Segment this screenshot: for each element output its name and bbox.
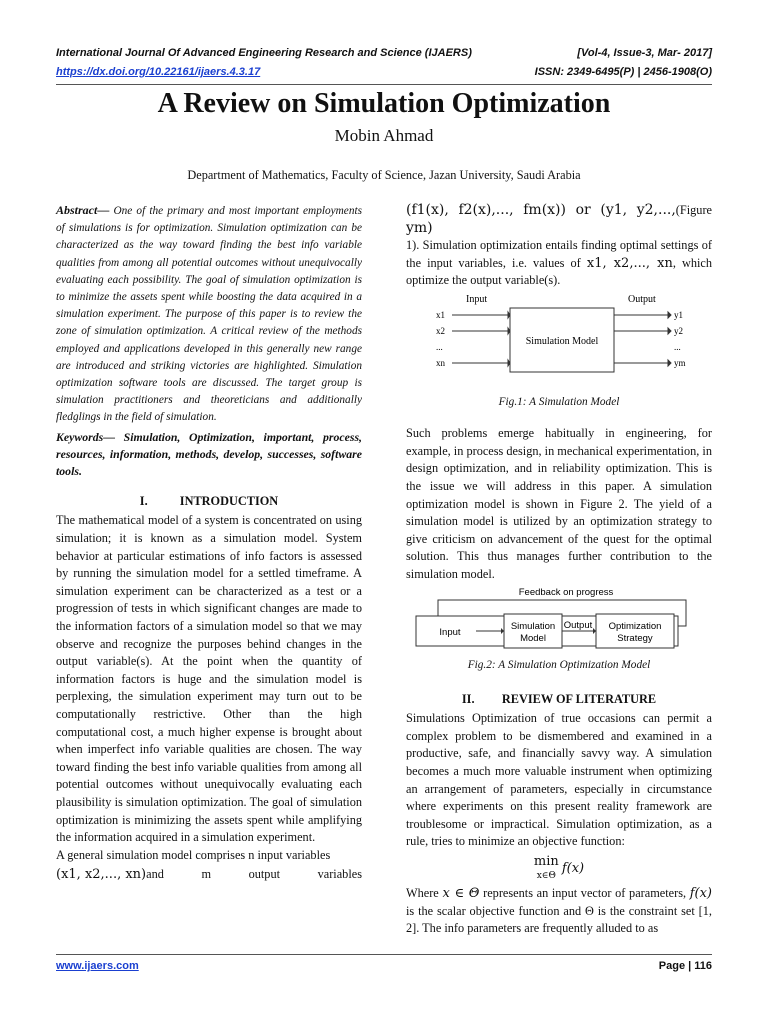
review-paragraph: Simulations Optimization of true occasions can permit a complex problem to be dismembered and examined in a productive, safe, and financially savvy way. A simulation becomes a much more valuable instrument when optimizing an arrangement of parameters, especially in circumstance where experiments on this present reality framework are troublesome or impractical. Simulation optimization, as a rule, tries to minimize an objective function:: [406, 711, 712, 849]
left-column: [56, 202, 362, 884]
fig2-opt-label-1: Optimization: [608, 620, 662, 632]
right-paragraph-2: Such problems emerge habitually in engineering, for example, in process design, in mechanical experimentation, in design optimization, and in reliability optimization. This is the issue we will address in this paper. A simulation optimization model is shown in Figure 2. The yield of a simulation model is utilized by an optimization strategy to give criticism on advancement of the quest for the optimal solution. This thus manages further contribution to the simulation model.: [406, 426, 712, 581]
right-paragraph-1: 1). Simulation optimization entails finding optimal settings of the input variables, i.e. values of x1, x2,..., xn, which optimize the output variable(s).: [406, 238, 713, 288]
fig1-xn: xn: [436, 357, 445, 368]
fig1-y2: y2: [674, 325, 683, 336]
simulation-model-diagram: [406, 292, 712, 388]
fig1-xdots: ...: [436, 341, 443, 352]
intro-line-last: (x1, x2,..., xn)and m output variables: [56, 867, 362, 883]
output-formula: (f1(x), f2(x),..., fm(x)) or (y1, y2,..., ym) (Figure: [406, 202, 712, 236]
section-heading-review: II. REVIEW OF LITERATURE: [461, 691, 657, 706]
fig2-output-label: Output: [563, 619, 593, 631]
where-paragraph: Where x ∈ Θ represents an input vector of parameters, f(x) is the scalar objective function and Θ is the constraint set [1, 2]. The info parameters are frequently alluded to as: [406, 886, 713, 936]
fig1-ym: ym: [674, 357, 686, 368]
fig1-x2: x2: [436, 325, 445, 336]
fig1-model-label: Simulation Model: [525, 335, 599, 347]
figure-2: [406, 586, 712, 675]
issn: ISSN: 2349-6495(P) | 2456-1908(O): [534, 66, 712, 78]
intro-paragraph-2: A general simulation model comprises n input variables: [56, 847, 331, 862]
fig2-feedback-label: Feedback on progress: [518, 586, 614, 598]
objective-equation: min x∈Θ f(x): [533, 854, 585, 882]
figure-1-caption: Fig.1: A Simulation Model: [498, 395, 620, 408]
abstract: Abstract— One of the primary and most important employments of simulations is for optimization. Simulation optimization can be characterized as the way toward finding the best info variable qualities from among all potential outcomes without unequivocally evaluating each possibility. The goal of simulation optimization is to minimize the assets spent while boosting the data acquired in a simulation experiment. The purpose of this paper is to review the zone of simulation optimization. A critical review of the methods employed and applications developed in this generally new range are introduced and striking victories are highlighted. Simulation optimization software tools are discussed. The target group is simulation practitioners and theoreticians and additionally fledglings in the field of simulation.: [56, 203, 362, 424]
intro-paragraph: The mathematical model of a system is concentrated on using simulation; it is known as a simulation model. System behavior at particular estimations of info factors is assessed by running the simulation model for a settled timeframe. A simulation experiment can be characterized as a test or a progression of tests in which significant changes are made to the information factors of a simulation model so that we may observe and recognize the purposes behind changes in the output variable(s). At the point when the quantity of information factors is huge and the simulation model is perplexing, the simulation experiment may turn out to be computationally restrictive. Other than the high computational cost, a much higher expense is brought about when imperfect info variable qualities are chosen. The way toward finding the best info variable qualities from among all potential outcomes without unequivocally evaluating each plausibility is simulation optimization. The goal of simulation optimization is minimizing the assets spent while amplifying the information acquired in a simulation experiment.: [56, 513, 362, 845]
volume-info: [Vol-4, Issue-3, Mar- 2017]: [577, 47, 712, 59]
section-heading-introduction: I. INTRODUCTION: [139, 493, 279, 508]
fig2-opt-label-2: Strategy: [617, 632, 653, 644]
figure-2-caption: Fig.2: A Simulation Optimization Model: [467, 659, 651, 672]
author: Mobin Ahmad: [334, 126, 434, 145]
figure-1: [406, 292, 712, 411]
right-column: [406, 202, 712, 938]
doi-link[interactable]: https://dx.doi.org/10.22161/ijaers.4.3.17: [56, 66, 261, 78]
fig2-sim-label-1: Simulation: [510, 620, 556, 632]
page-number: Page | 116: [658, 960, 712, 972]
footer-rule: [56, 954, 712, 955]
fig1-y1: y1: [674, 309, 683, 320]
fig2-sim-label-2: Model: [520, 632, 546, 644]
header-rule: [56, 84, 712, 85]
site-link[interactable]: www.ijaers.com: [56, 960, 139, 972]
keywords: Keywords— Simulation, Optimization, important, process, resources, information, methods, develop, successes, software tools.: [56, 429, 362, 479]
simulation-optimization-diagram: [406, 586, 712, 652]
affiliation: Department of Mathematics, Faculty of Science, Jazan University, Saudi Arabia: [187, 168, 581, 182]
fig2-input-label: Input: [439, 626, 461, 638]
paper-title: A Review on Simulation Optimization: [157, 88, 611, 119]
input-vector: (x1, x2,..., xn): [56, 867, 147, 883]
fig1-x1: x1: [436, 309, 445, 320]
fig1-ydots: ...: [674, 341, 681, 352]
journal-name: International Journal Of Advanced Engineering Research and Science (IJAERS): [56, 47, 472, 59]
fig1-output-label: Output: [628, 293, 656, 305]
fig1-input-label: Input: [466, 293, 488, 305]
